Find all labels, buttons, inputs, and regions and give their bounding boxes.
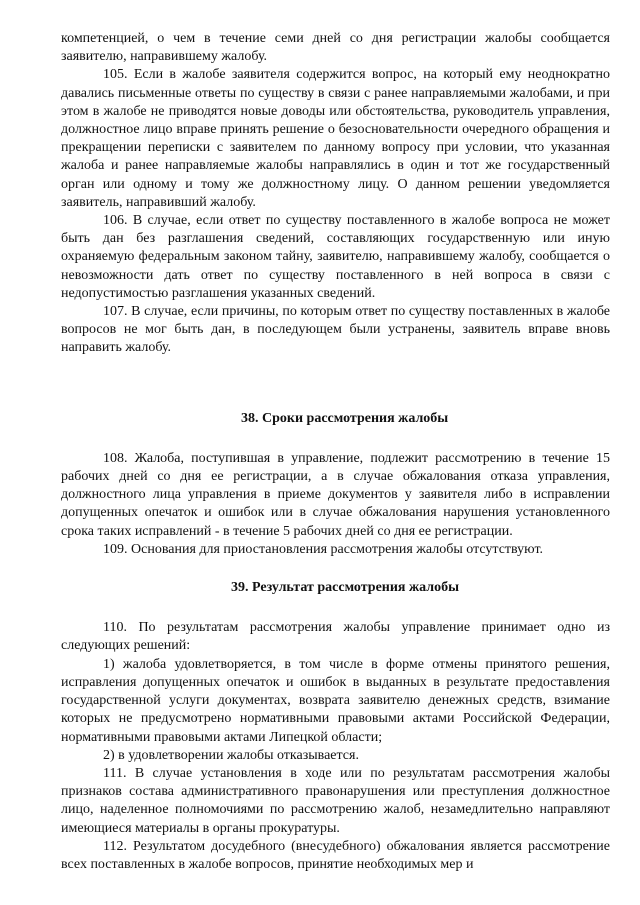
list-item-2: 2) в удовлетворении жалобы отказывается. [103, 747, 359, 763]
paragraph-109: 109. Основания для приостановления рассмотрения жалобы отсутствуют. [103, 541, 544, 557]
section-heading-39: 39. Результат рассмотрения жалобы [231, 580, 460, 596]
paragraph-continuation: компетенцией, о чем в течение семи дней со дня регистрации жалобы сообщается заявителю, направившему жалобу. [61, 31, 610, 65]
paragraph-105: 105. Если в жалобе заявителя содержится вопрос, на который ему неоднократно давались письменные ответы по существу в связи с ранее направляемыми жалобами, и при этом в жалобе не приводятся новые доводы или обстоятельства, руководитель управления, должностное лицо вправе принять решение о безосновательности очередного обращения и прекращении переписки с заявителем по данному вопросу при условии, что указанная жалоба и ранее направляемые жалобы направлялись в один и тот же государственный орган или одному и тому же должностному лицу. О данном решении уведомляется заявитель, направивший жалобу. [61, 67, 610, 210]
paragraph-112: 112. Результатом досудебного (внесудебного) обжалования является рассмотрение всех поставленных в жалобе вопросов, принятие необходимых мер и [61, 838, 610, 872]
paragraph-110: 110. По результатам рассмотрения жалобы управление принимает одно из следующих решений: [61, 620, 610, 654]
paragraph-111: 111. В случае установления в ходе или по результатам рассмотрения жалобы признаков состава административного правонарушения или преступления должностное лицо, наделенное полномочиями по рассмотрению жалоб, незамедлительно направляют имеющиеся материалы в органы прокуратуры. [61, 765, 610, 836]
paragraph-106: 106. В случае, если ответ по существу поставленного в жалобе вопроса не может быть дан без разглашения сведений, составляющих государственную или иную охраняемую федеральным законом тайну, заявителю, направившему жалобу, сообщается о невозможности дать ответ по существу поставленного в ней вопроса в связи с недопустимостью разглашения указанных сведений. [61, 213, 610, 301]
section-heading-38: 38. Сроки рассмотрения жалобы [241, 410, 449, 426]
paragraph-108: 108. Жалоба, поступившая в управление, подлежит рассмотрению в течение 15 рабочих дней со дня ее регистрации, а в случае обжалования отказа управления, должностного лица управления в приеме документов у заявителя либо в исправлении допущенных опечаток и ошибок или в случае обжалования нарушения установленного срока таких исправлений - в течение 5 рабочих дней со дня ее регистрации. [61, 450, 610, 539]
list-item-1: 1) жалоба удовлетворяется, в том числе в форме отмены принятого решения, исправления допущенных опечаток и ошибок в выданных в результате предоставления государственной услуги документах, возврата заявителю денежных средств, взимание которых не предусмотрено нормативными правовыми актами Российской Федерации, нормативными правовыми актами Липецкой области; [61, 656, 610, 745]
paragraph-107: 107. В случае, если причины, по которым ответ по существу поставленных в жалобе вопросов не мог быть дан, в последующем были устранены, заявитель вправе вновь направить жалобу. [61, 304, 610, 356]
